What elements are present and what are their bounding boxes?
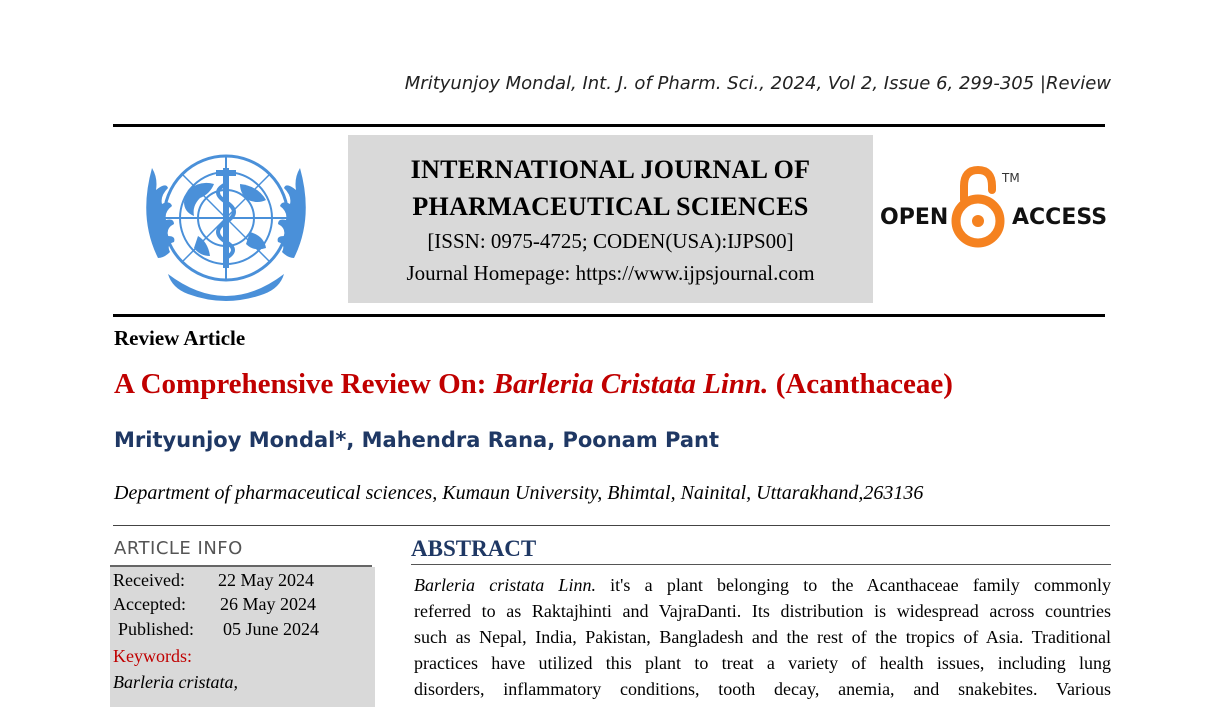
article-title-suffix: (Acanthaceae) bbox=[768, 368, 953, 400]
article-authors: Mrityunjoy Mondal*, Mahendra Rana, Poonam Pant bbox=[114, 428, 720, 452]
published-date: 05 June 2024 bbox=[223, 619, 319, 639]
article-type: Review Article bbox=[114, 326, 246, 350]
published-label: Published: bbox=[118, 619, 195, 639]
accepted-label: Accepted: bbox=[113, 594, 186, 614]
open-access-word1: OPEN bbox=[880, 205, 949, 230]
article-info-heading: ARTICLE INFO bbox=[114, 538, 243, 559]
open-access-tm: TM bbox=[1002, 171, 1020, 185]
journal-title-line2: PHARMACEUTICAL SCIENCES bbox=[412, 192, 809, 221]
article-title bbox=[114, 368, 953, 401]
emblem-logo bbox=[128, 138, 324, 306]
open-access-logo bbox=[880, 166, 1108, 252]
abstract-line-5: disorders, inflammatory conditions, tooth decay, anemia, and snakebites. Various bbox=[414, 679, 1111, 699]
section-divider bbox=[113, 525, 1110, 526]
journal-banner bbox=[348, 135, 873, 303]
journal-homepage[interactable]: Journal Homepage: https://www.ijpsjournal.com bbox=[406, 261, 815, 285]
journal-title-line1: INTERNATIONAL JOURNAL OF bbox=[410, 155, 811, 184]
accepted-date: 26 May 2024 bbox=[220, 594, 316, 614]
abstract-heading: ABSTRACT bbox=[411, 536, 537, 561]
abstract-line-2: referred to as Raktajhinti and VajraDanti. Its distribution is widespread across countries bbox=[414, 601, 1111, 621]
journal-title bbox=[348, 151, 873, 225]
abstract-line-1-text: it's a plant belonging to the Acanthaceae family commonly bbox=[595, 575, 1112, 595]
abstract-species: Barleria cristata Linn. bbox=[414, 575, 596, 595]
abstract-line-4: practices have utilized this plant to treat a variety of health issues, including lung bbox=[414, 653, 1111, 673]
header-rule-bottom bbox=[113, 314, 1105, 317]
abstract-rule bbox=[411, 564, 1111, 565]
article-title-species: Barleria Cristata Linn. bbox=[493, 368, 769, 400]
running-header: Mrityunjoy Mondal, Int. J. of Pharm. Sci., 2024, Vol 2, Issue 6, 299-305 |Review bbox=[404, 73, 1111, 94]
keywords-label: Keywords: bbox=[113, 646, 192, 666]
header-rule-top bbox=[113, 124, 1105, 127]
received-date: 22 May 2024 bbox=[218, 570, 314, 590]
abstract-line-3: such as Nepal, India, Pakistan, Bangladesh and the rest of the tropics of Asia. Traditional bbox=[414, 627, 1111, 647]
article-info-box bbox=[110, 567, 375, 707]
article-affiliation: Department of pharmaceutical sciences, Kumaun University, Bhimtal, Nainital, Uttarakhand,263136 bbox=[114, 482, 924, 504]
journal-issn: [ISSN: 0975-4725; CODEN(USA):IJPS00] bbox=[427, 229, 794, 253]
received-label: Received: bbox=[113, 570, 185, 590]
abstract-line-1 bbox=[414, 572, 1111, 598]
article-title-prefix: A Comprehensive Review On: bbox=[114, 368, 494, 400]
abstract-body bbox=[414, 572, 1111, 702]
keyword-item: Barleria cristata, bbox=[113, 672, 238, 692]
open-access-word2: ACCESS bbox=[1012, 205, 1108, 230]
